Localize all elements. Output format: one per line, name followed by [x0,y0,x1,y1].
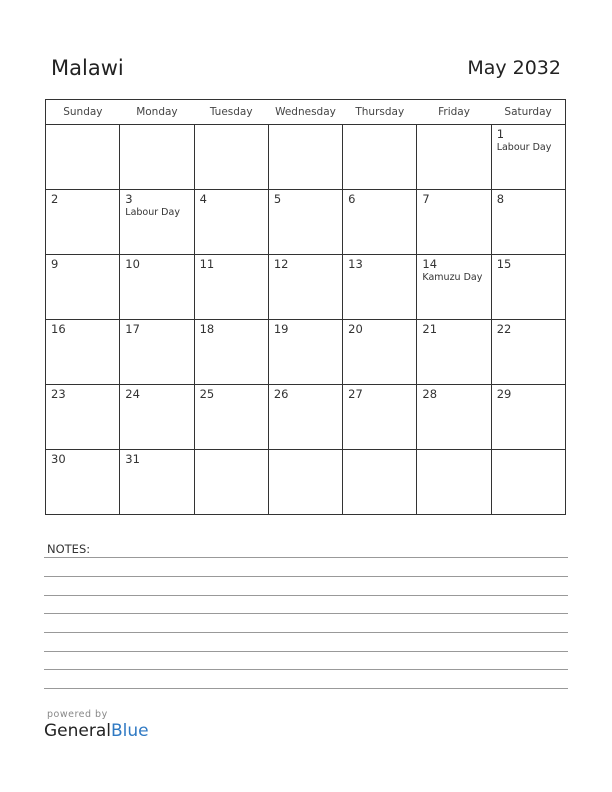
day-cell [343,320,417,385]
day-cell [46,320,120,385]
holiday-label [195,336,268,337]
holiday-label [492,401,565,402]
day-cell [46,190,120,255]
day-cell [194,385,268,450]
day-cell [417,450,491,515]
note-line [44,557,568,558]
day-number: 20 [348,322,363,336]
day-number: 24 [125,387,140,401]
day-cell [120,450,194,515]
day-cell [268,125,342,190]
day-number: 26 [273,387,289,401]
weekday-header: Wednesday [268,100,342,125]
holiday-label [195,453,268,454]
day-cell [343,125,417,190]
weekday-header: Sunday [46,100,120,125]
day-cell [417,255,491,320]
weekday-header: Tuesday [194,100,268,125]
holiday-label [343,206,416,207]
note-line [44,595,568,596]
brand-name-general: General [44,721,111,741]
holiday-label [195,401,268,402]
week-row [46,190,566,255]
holiday-label [343,128,416,129]
holiday-label [195,206,268,207]
day-cell [343,190,417,255]
day-cell [491,125,565,190]
day-number: 17 [125,322,140,336]
country-title: Malawi [51,56,124,80]
notes-label: NOTES: [47,542,91,556]
weekday-header: Monday [120,100,194,125]
holiday-label [417,453,490,454]
day-number: 12 [273,257,289,271]
holiday-label [120,271,193,272]
brand-logo [44,721,149,741]
day-number: 30 [51,452,66,466]
brand-name-blue: Blue [111,721,149,741]
day-cell [120,255,194,320]
day-cell [491,320,565,385]
holiday-label [417,336,490,337]
day-number: 19 [273,322,289,336]
day-cell [417,190,491,255]
day-cell [491,255,565,320]
weekday-header: Saturday [491,100,565,125]
day-number: 2 [51,192,59,206]
holiday-label [46,271,119,272]
holiday-label [46,466,119,467]
holiday-label [492,271,565,272]
day-cell [491,385,565,450]
day-cell [343,450,417,515]
week-row [46,385,566,450]
holiday-label: Labour Day [125,207,180,218]
day-cell [194,125,268,190]
week-row [46,125,566,190]
day-number: 13 [348,257,363,271]
holiday-label [269,128,342,129]
holiday-label: Kamuzu Day [422,272,483,283]
day-cell [343,255,417,320]
day-cell [120,385,194,450]
week-row [46,450,566,515]
holiday-label [417,206,490,207]
day-number: 28 [422,387,438,401]
week-row [46,255,566,320]
day-number: 4 [199,192,207,206]
day-number: 15 [496,257,512,271]
holiday-label [269,401,342,402]
day-cell [268,320,342,385]
day-cell [491,450,565,515]
powered-by-text: powered by [47,709,108,720]
day-number: 18 [199,322,215,336]
day-cell [491,190,565,255]
day-number: 7 [422,192,430,206]
holiday-label [46,206,119,207]
day-number: 23 [51,387,66,401]
day-number: 29 [496,387,512,401]
day-cell [46,125,120,190]
note-line [44,669,568,670]
holiday-label [417,128,490,129]
day-number: 22 [496,322,512,336]
day-number: 3 [125,192,133,206]
day-cell [46,255,120,320]
day-cell [417,125,491,190]
holiday-label [492,206,565,207]
holiday-label [120,466,193,467]
holiday-label [120,128,193,129]
note-line [44,613,568,614]
day-cell [120,190,194,255]
holiday-label [46,401,119,402]
holiday-label: Labour Day [496,142,552,153]
day-number: 9 [51,257,59,271]
holiday-label [492,336,565,337]
holiday-label [269,453,342,454]
day-number: 10 [125,257,140,271]
note-line [44,688,568,689]
weekday-header: Thursday [343,100,417,125]
holiday-label [269,271,342,272]
day-cell [46,385,120,450]
day-number: 1 [496,127,505,141]
holiday-label [269,206,342,207]
holiday-label [343,336,416,337]
day-cell [417,385,491,450]
day-cell [120,320,194,385]
day-number: 8 [496,192,505,206]
holiday-label [195,271,268,272]
day-number: 14 [422,257,438,271]
weekday-header: Friday [417,100,491,125]
day-cell [268,255,342,320]
day-cell [194,320,268,385]
weekday-header-row [46,100,566,125]
day-cell [120,125,194,190]
day-number: 25 [199,387,215,401]
holiday-label [343,271,416,272]
day-number: 5 [273,192,282,206]
holiday-label [120,401,193,402]
holiday-label [492,453,565,454]
note-line [44,651,568,652]
holiday-label [46,128,119,129]
day-cell [194,255,268,320]
day-number: 27 [348,387,363,401]
day-cell [268,385,342,450]
holiday-label [343,453,416,454]
day-cell [194,190,268,255]
calendar-grid [45,99,566,515]
day-cell [417,320,491,385]
note-line [44,576,568,577]
day-number: 31 [125,452,140,466]
day-cell [268,190,342,255]
day-cell [268,450,342,515]
day-number: 11 [199,257,215,271]
holiday-label [195,128,268,129]
day-cell [343,385,417,450]
holiday-label [417,401,490,402]
note-line [44,632,568,633]
day-number: 16 [51,322,66,336]
holiday-label [343,401,416,402]
holiday-label [269,336,342,337]
week-row [46,320,566,385]
holiday-label [120,336,193,337]
day-number: 21 [422,322,438,336]
day-cell [46,450,120,515]
holiday-label [46,336,119,337]
day-cell [194,450,268,515]
day-number: 6 [348,192,356,206]
month-year-title: May 2032 [467,57,561,79]
